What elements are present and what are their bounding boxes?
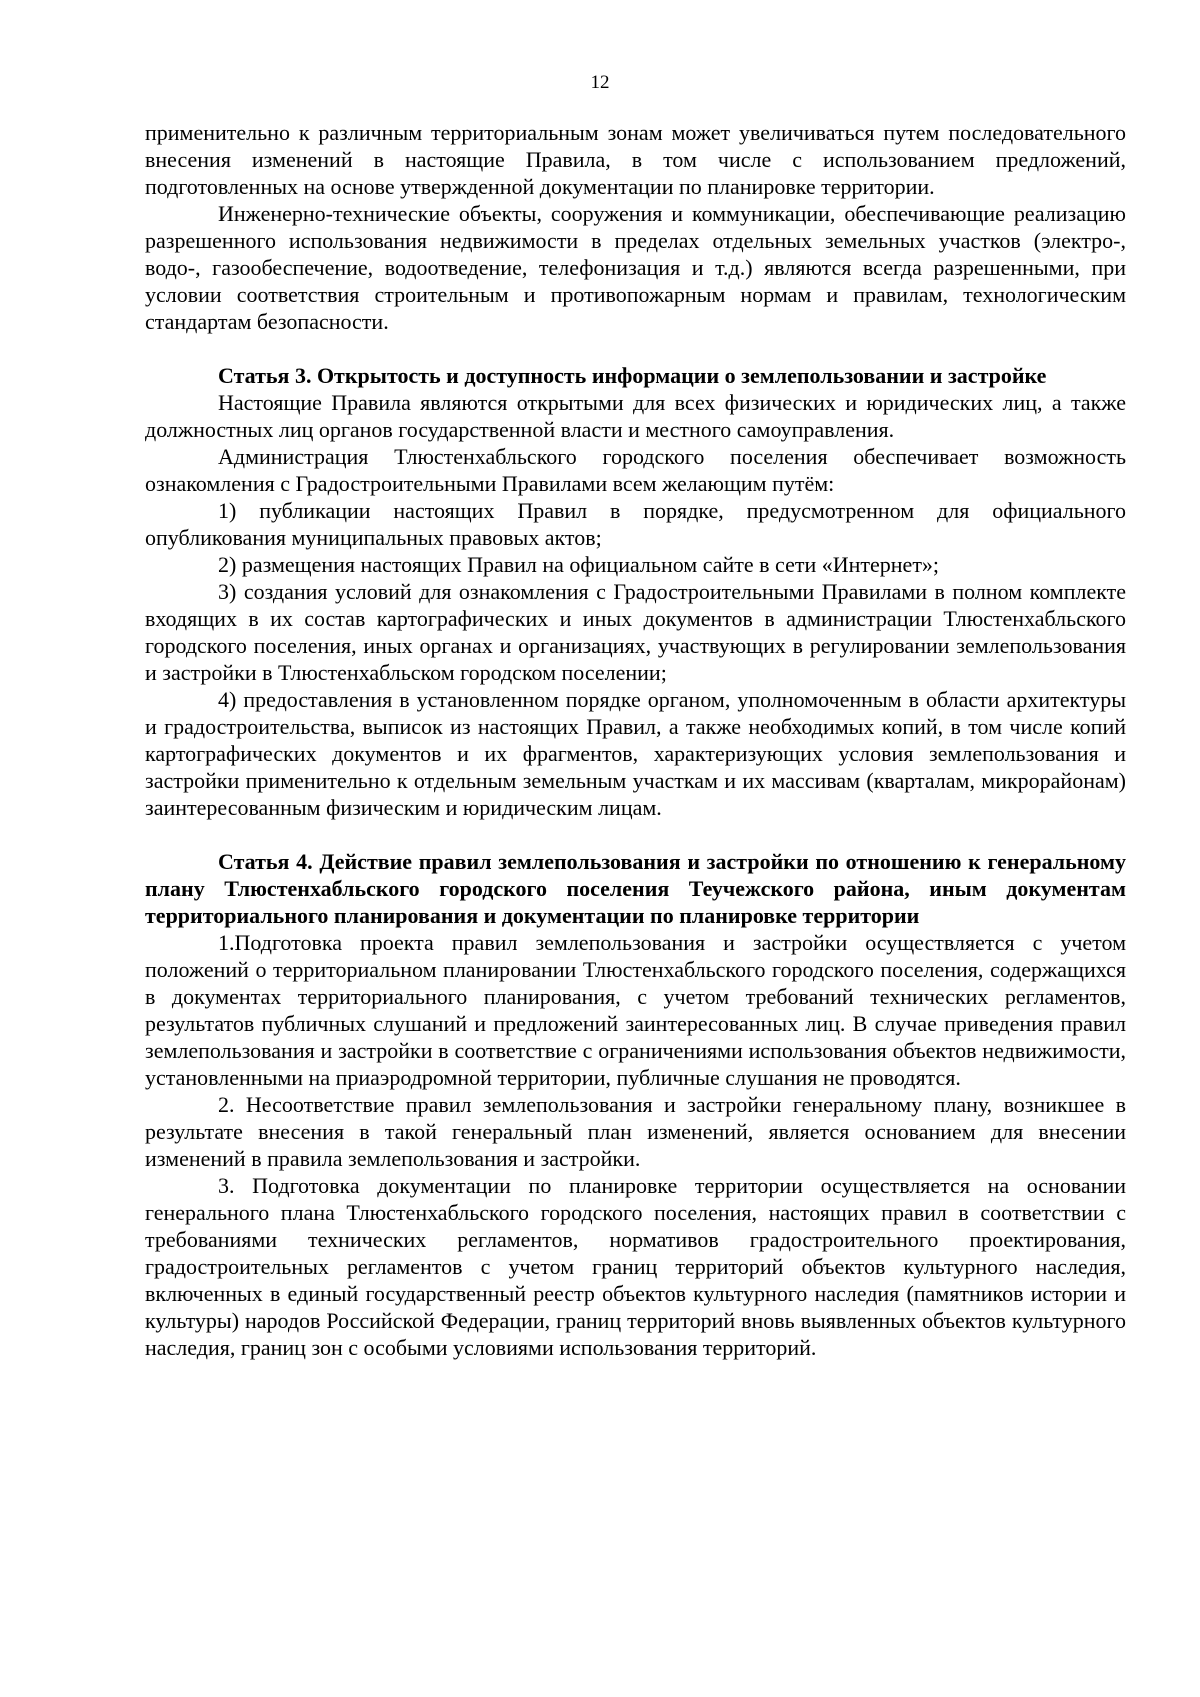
- article-3-heading: Статья 3. Открытость и доступность информации о землепользовании и застройке: [218, 363, 1047, 388]
- paragraph: 2. Несоответствие правил землепользования и застройки генеральному плану, возникшее в результате внесения в такой генеральный план изменений, является основанием для внесении изменений в правила землепользования и застройки.: [145, 1092, 1126, 1171]
- list-item: 1) публикации настоящих Правил в порядке, предусмотренном для официального опубликования муниципальных правовых актов;: [145, 498, 1126, 550]
- list-item: 2) размещения настоящих Правил на официальном сайте в сети «Интернет»;: [218, 552, 940, 577]
- document-body: [145, 119, 1126, 1361]
- paragraph: 1.Подготовка проекта правил землепользования и застройки осуществляется с учетом положений о территориальном планировании Тлюстенхабльского городского поселения, содержащихся в документах территориального планирования, с учетом требований технических регламентов, результатов публичных слушаний и предложений заинтересованных лиц. В случае приведения правил землепользования и застройки в соответствие с ограничениями использования объектов недвижимости, установленными на приаэродромной территории, публичные слушания не проводятся.: [145, 930, 1126, 1090]
- paragraph: Инженерно-технические объекты, сооружения и коммуникации, обеспечивающие реализацию разрешенного использования недвижимости в пределах отдельных земельных участков (электро-, водо-, газообеспечение, водоотведение, телефонизация и т.д.) являются всегда разрешенными, при условии соответствия строительным и противопожарным нормам и правилам, технологическим стандартам безопасности.: [145, 201, 1126, 334]
- paragraph: 3. Подготовка документации по планировке территории осуществляется на основании генерального плана Тлюстенхабльского городского поселения, настоящих правил в соответствии с требованиями технических регламентов, нормативов градостроительного проектирования, градостроительных регламентов с учетом границ территорий объектов культурного наследия, включенных в единый государственный реестр объектов культурного наследия (памятников истории и культуры) народов Российской Федерации, границ территорий вновь выявленных объектов культурного наследия, границ зон с особыми условиями использования территорий.: [145, 1173, 1126, 1360]
- section-gap: [145, 335, 1126, 362]
- list-item: 3) создания условий для ознакомления с Градостроительными Правилами в полном комплекте входящих в их состав картографических и иных документов в администрации Тлюстенхабльского городского поселения, иных органах и организациях, участвующих в регулировании землепользования и застройки в Тлюстенхабльском городском поселении;: [145, 579, 1126, 685]
- paragraph: Администрация Тлюстенхабльского городского поселения обеспечивает возможность ознакомления с Градостроительными Правилами всем желающим путём:: [145, 444, 1126, 496]
- paragraph: Настоящие Правила являются открытыми для всех физических и юридических лиц, а также должностных лиц органов государственной власти и местного самоуправления.: [145, 390, 1126, 442]
- list-item: 4) предоставления в установленном порядке органом, уполномоченным в области архитектуры и градостроительства, выписок из настоящих Правил, а также необходимых копий, в том числе копий картографических документов и их фрагментов, характеризующих условия землепользования и застройки применительно к отдельным земельным участкам и их массивам (кварталам, микрорайонам) заинтересованным физическим и юридическим лицам.: [145, 687, 1126, 820]
- page-number: 12: [590, 72, 610, 93]
- article-4-heading: Статья 4. Действие правил землепользования и застройки по отношению к генеральному плану Тлюстенхабльского городского поселения Теучежского района, иным документам территориального планирования и документации по планировке территории: [145, 849, 1126, 928]
- paragraph: применительно к различным территориальным зонам может увеличиваться путем последовательного внесения изменений в настоящие Правила, в том числе с использованием предложений, подготовленных на основе утвержденной документации по планировке территории.: [145, 120, 1126, 199]
- section-gap: [145, 821, 1126, 848]
